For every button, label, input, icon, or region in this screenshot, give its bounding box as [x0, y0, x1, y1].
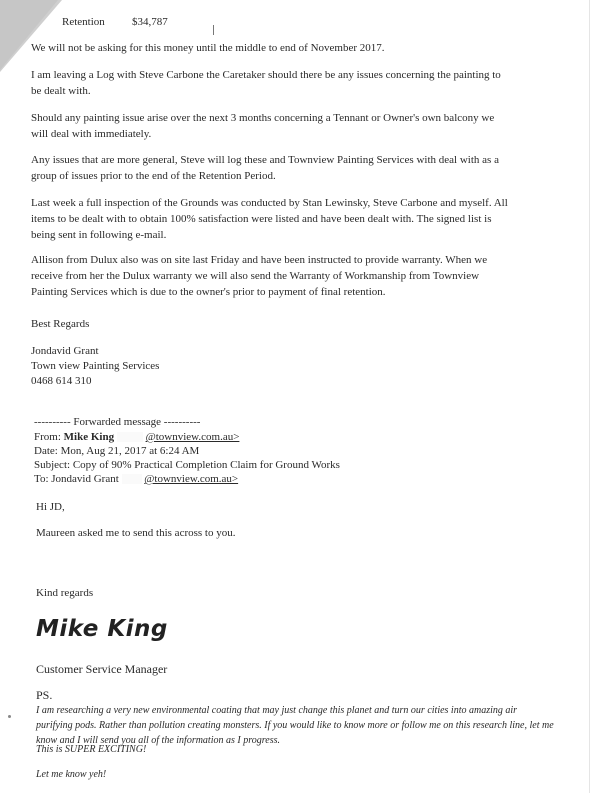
paragraph-line: Allison from Dulux also was on site last Friday and have been instructed to provide warranty. When we — [31, 254, 488, 266]
redacted-block — [117, 432, 143, 442]
paragraph-line: being sent in following e-mail. — [31, 229, 167, 241]
retention-label: Retention — [62, 16, 105, 28]
paragraph-line: be dealt with. — [31, 85, 91, 97]
message-line: Maureen asked me to send this across to you. — [36, 527, 236, 539]
pen-mark — [213, 25, 214, 35]
paragraph-line: Last week a full inspection of the Grounds was conducted by Stan Lewinsky, Steve Carbone and myself. All — [31, 197, 508, 209]
subject-value: Copy of 90% Practical Completion Claim for Ground Works — [72, 459, 340, 471]
sender-phone: 0468 614 310 — [31, 375, 92, 387]
paragraph-line: We will not be asking for this money until the middle to end of November 2017. — [31, 42, 385, 54]
paragraph-line: Any issues that are more general, Steve will log these and Townview Painting Services with deal with as a — [31, 154, 499, 166]
redacted-block — [122, 474, 142, 484]
date-value: Mon, Aug 21, 2017 at 6:24 AM — [60, 445, 200, 457]
sender-company: Town view Painting Services — [31, 360, 160, 372]
paragraph-balcony — [31, 110, 576, 142]
scan-speck — [8, 715, 11, 718]
to-email[interactable]: @townview.com.au> — [144, 473, 239, 485]
from-label: From: — [34, 431, 61, 443]
ps-let-me-know: Let me know yeh! — [36, 769, 107, 780]
forwarded-divider: ---------- Forwarded message ---------- — [34, 416, 201, 428]
paragraph-inspection — [31, 195, 576, 243]
ps-line: purifying pods. Rather than pollution creating monsters. If you would like to know more or follow me on this research line, let me — [36, 720, 554, 731]
paragraph-line: group of issues prior to the end of the Retention Period. — [31, 170, 276, 182]
paragraph-line: will deal with immediately. — [31, 128, 152, 140]
ps-exciting: This is SUPER EXCITING! — [36, 744, 147, 755]
folded-corner-shadow — [0, 0, 58, 70]
ps-line: know and I will send you all of the information as I progress. — [36, 735, 280, 746]
to-name: Jondavid Grant — [51, 473, 119, 485]
paragraph-line: items to be dealt with to obtain 100% satisfaction were listed and have been dealt with. The signed list is — [31, 213, 492, 225]
signature-mike-king: Mike King — [36, 616, 168, 642]
paragraph-general-issues — [31, 152, 576, 184]
ps-text: I am researching a very new environmental coating that may just change this planet and turn our cities into amazing air — [36, 705, 518, 716]
ps-note — [36, 688, 576, 748]
signer-title: Customer Service Manager — [36, 662, 168, 676]
paragraph-warranty — [31, 252, 576, 300]
forward-to-row — [34, 471, 238, 487]
sender-name: Jondavid Grant — [31, 345, 99, 357]
page-edge-line — [589, 0, 590, 793]
kind-regards: Kind regards — [36, 587, 94, 599]
closing-best-regards: Best Regards — [31, 318, 90, 330]
subject-label: Subject: — [34, 459, 71, 471]
ps-line — [36, 688, 576, 718]
retention-amount: $34,787 — [132, 16, 168, 28]
to-label: To: — [34, 473, 49, 485]
date-label: Date: — [34, 445, 58, 457]
paragraph-line: Should any painting issue arise over the next 3 months concerning a Tennant or Owner's own balcony we — [31, 112, 495, 124]
greeting: Hi JD, — [36, 501, 65, 513]
ps-label: PS. — [36, 688, 53, 702]
paragraph-line: Painting Services which is due to the owner's prior to payment of final retention. — [31, 286, 386, 298]
paragraph-payment-timing — [31, 40, 576, 56]
paragraph-line: receive from her the Dulux warranty we will also send the Warranty of Workmanship from Townview — [31, 270, 480, 282]
paragraph-line: I am leaving a Log with Steve Carbone the Caretaker should there be any issues concerning the painting to — [31, 69, 501, 81]
from-name: Mike King — [63, 431, 115, 443]
from-email[interactable]: @townview.com.au> — [145, 431, 240, 443]
paragraph-log — [31, 67, 576, 99]
